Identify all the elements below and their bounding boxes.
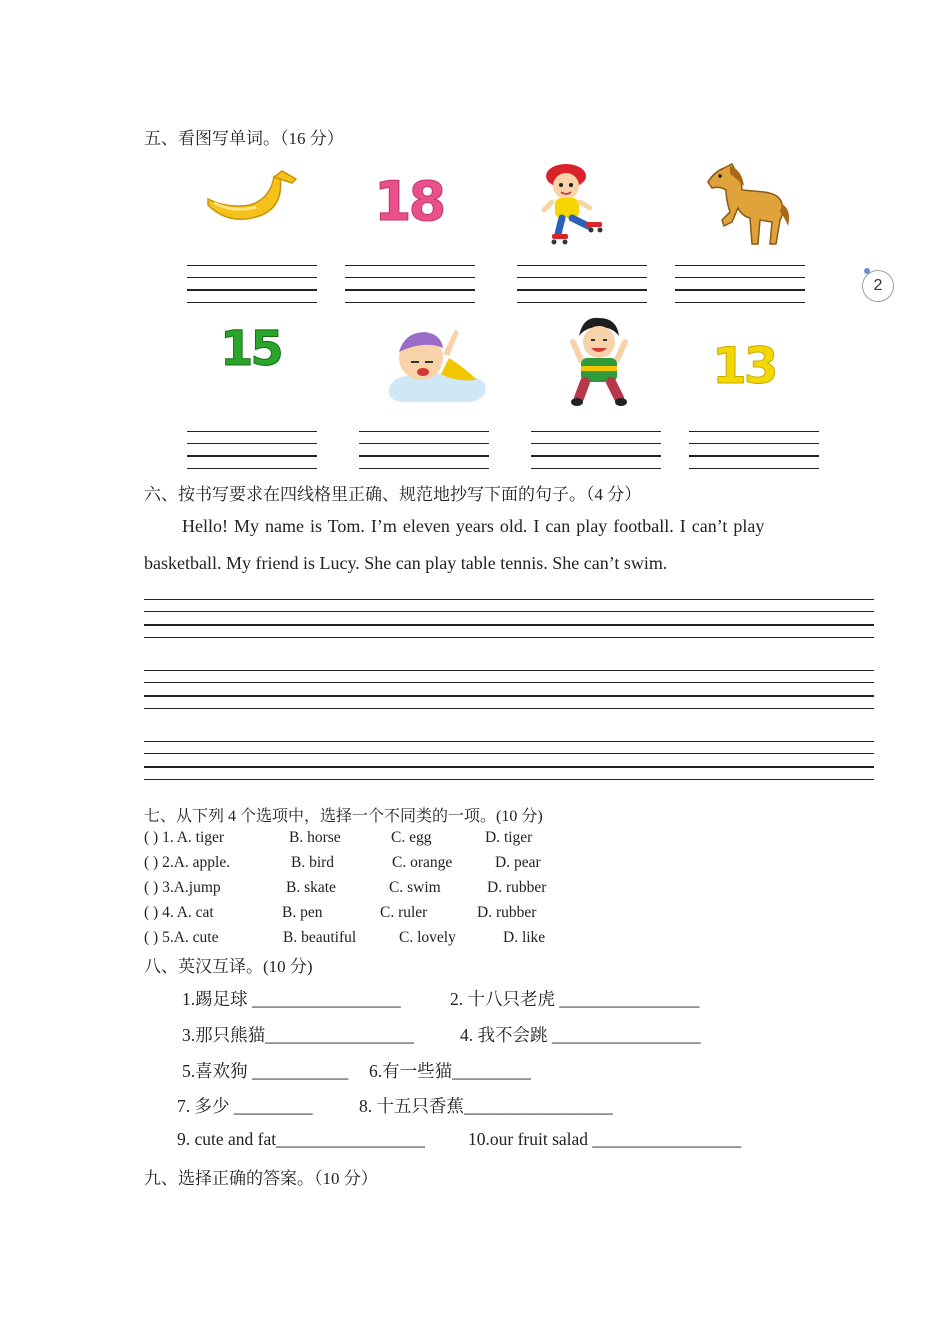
writing-lines[interactable] xyxy=(531,431,661,473)
translation-item-9[interactable]: 9. cute and fat_________________ xyxy=(177,1129,425,1149)
number-15-picture: 15 xyxy=(220,321,281,377)
question-2-option-d: D. pear xyxy=(495,854,541,871)
section-7-title: 七、从下列 4 个选项中，选择一个不同类的一项。(10 分) xyxy=(144,808,543,825)
translation-item-2[interactable]: 2. 十八只老虎 ________________ xyxy=(450,989,700,1009)
translation-item-3[interactable]: 3.那只熊猫_________________ xyxy=(182,1025,414,1045)
writing-lines[interactable] xyxy=(187,265,317,307)
skater-picture xyxy=(540,162,610,246)
question-5-option-c: C. lovely xyxy=(399,929,456,946)
question-5-option-b: B. beautiful xyxy=(283,929,357,946)
question-4-number[interactable]: ( ) 4. A. cat xyxy=(144,904,214,921)
copy-sentence-line-2: basketball. My friend is Lucy. She can play table tennis. She can’t swim. xyxy=(144,553,668,573)
translation-item-5[interactable]: 5.喜欢狗 ___________ xyxy=(182,1061,349,1081)
question-3-option-c: C. swim xyxy=(389,879,441,896)
translation-item-7[interactable]: 7. 多少 _________ xyxy=(177,1096,313,1116)
question-1-option-c: C. egg xyxy=(391,829,432,846)
copy-writing-lines[interactable] xyxy=(144,741,874,783)
question-2-option-c: C. orange xyxy=(392,854,453,871)
question-3-option-b: B. skate xyxy=(286,879,336,896)
question-1-option-b: B. horse xyxy=(289,829,341,846)
question-1-number[interactable]: ( ) 1. A. tiger xyxy=(144,829,225,846)
jumping-boy-picture xyxy=(565,316,631,410)
translation-item-8[interactable]: 8. 十五只香蕉_________________ xyxy=(359,1096,613,1116)
question-4-option-d: D. rubber xyxy=(477,904,537,921)
writing-lines[interactable] xyxy=(187,431,317,473)
number-13-picture: 13 xyxy=(712,337,776,395)
question-3-number[interactable]: ( ) 3.A.jump xyxy=(144,879,221,896)
banana-picture xyxy=(200,165,300,227)
section-8-title: 八、英汉互译。(10 分) xyxy=(144,957,313,976)
writing-lines[interactable] xyxy=(359,431,489,473)
question-2-option-b: B. bird xyxy=(291,854,335,871)
copy-sentence-line-1: Hello! My name is Tom. I’m eleven years old. I can play football. I can’t play xyxy=(182,516,765,536)
section-5-title: 五、看图写单词。（16 分） xyxy=(144,129,344,148)
question-5-option-d: D. like xyxy=(503,929,546,946)
section-6-title: 六、按书写要求在四线格里正确、规范地抄写下面的句子。（4 分） xyxy=(144,485,642,504)
page-number-badge: 2 xyxy=(862,270,894,302)
translation-item-10[interactable]: 10.our fruit salad _________________ xyxy=(468,1129,742,1149)
sleeping-picture xyxy=(385,318,491,406)
section-9-title: 九、选择正确的答案。（10 分） xyxy=(144,1169,378,1188)
comment-dot xyxy=(864,268,870,274)
question-3-option-d: D. rubber xyxy=(487,879,547,896)
copy-writing-lines[interactable] xyxy=(144,670,874,712)
translation-item-1[interactable]: 1.踢足球 _________________ xyxy=(182,989,401,1009)
question-4-option-b: B. pen xyxy=(282,904,323,921)
question-4-option-c: C. ruler xyxy=(380,904,428,921)
writing-lines[interactable] xyxy=(689,431,819,473)
copy-writing-lines[interactable] xyxy=(144,599,874,641)
number-18-picture: 18 xyxy=(374,170,444,233)
writing-lines[interactable] xyxy=(345,265,475,307)
translation-item-4[interactable]: 4. 我不会跳 _________________ xyxy=(460,1025,701,1045)
writing-lines[interactable] xyxy=(675,265,805,307)
translation-item-6[interactable]: 6.有一些猫_________ xyxy=(369,1061,531,1081)
question-2-number[interactable]: ( ) 2.A. apple. xyxy=(144,854,231,871)
writing-lines[interactable] xyxy=(517,265,647,307)
horse-picture xyxy=(702,160,792,248)
question-1-option-d: D. tiger xyxy=(485,829,533,846)
question-5-number[interactable]: ( ) 5.A. cute xyxy=(144,929,219,946)
